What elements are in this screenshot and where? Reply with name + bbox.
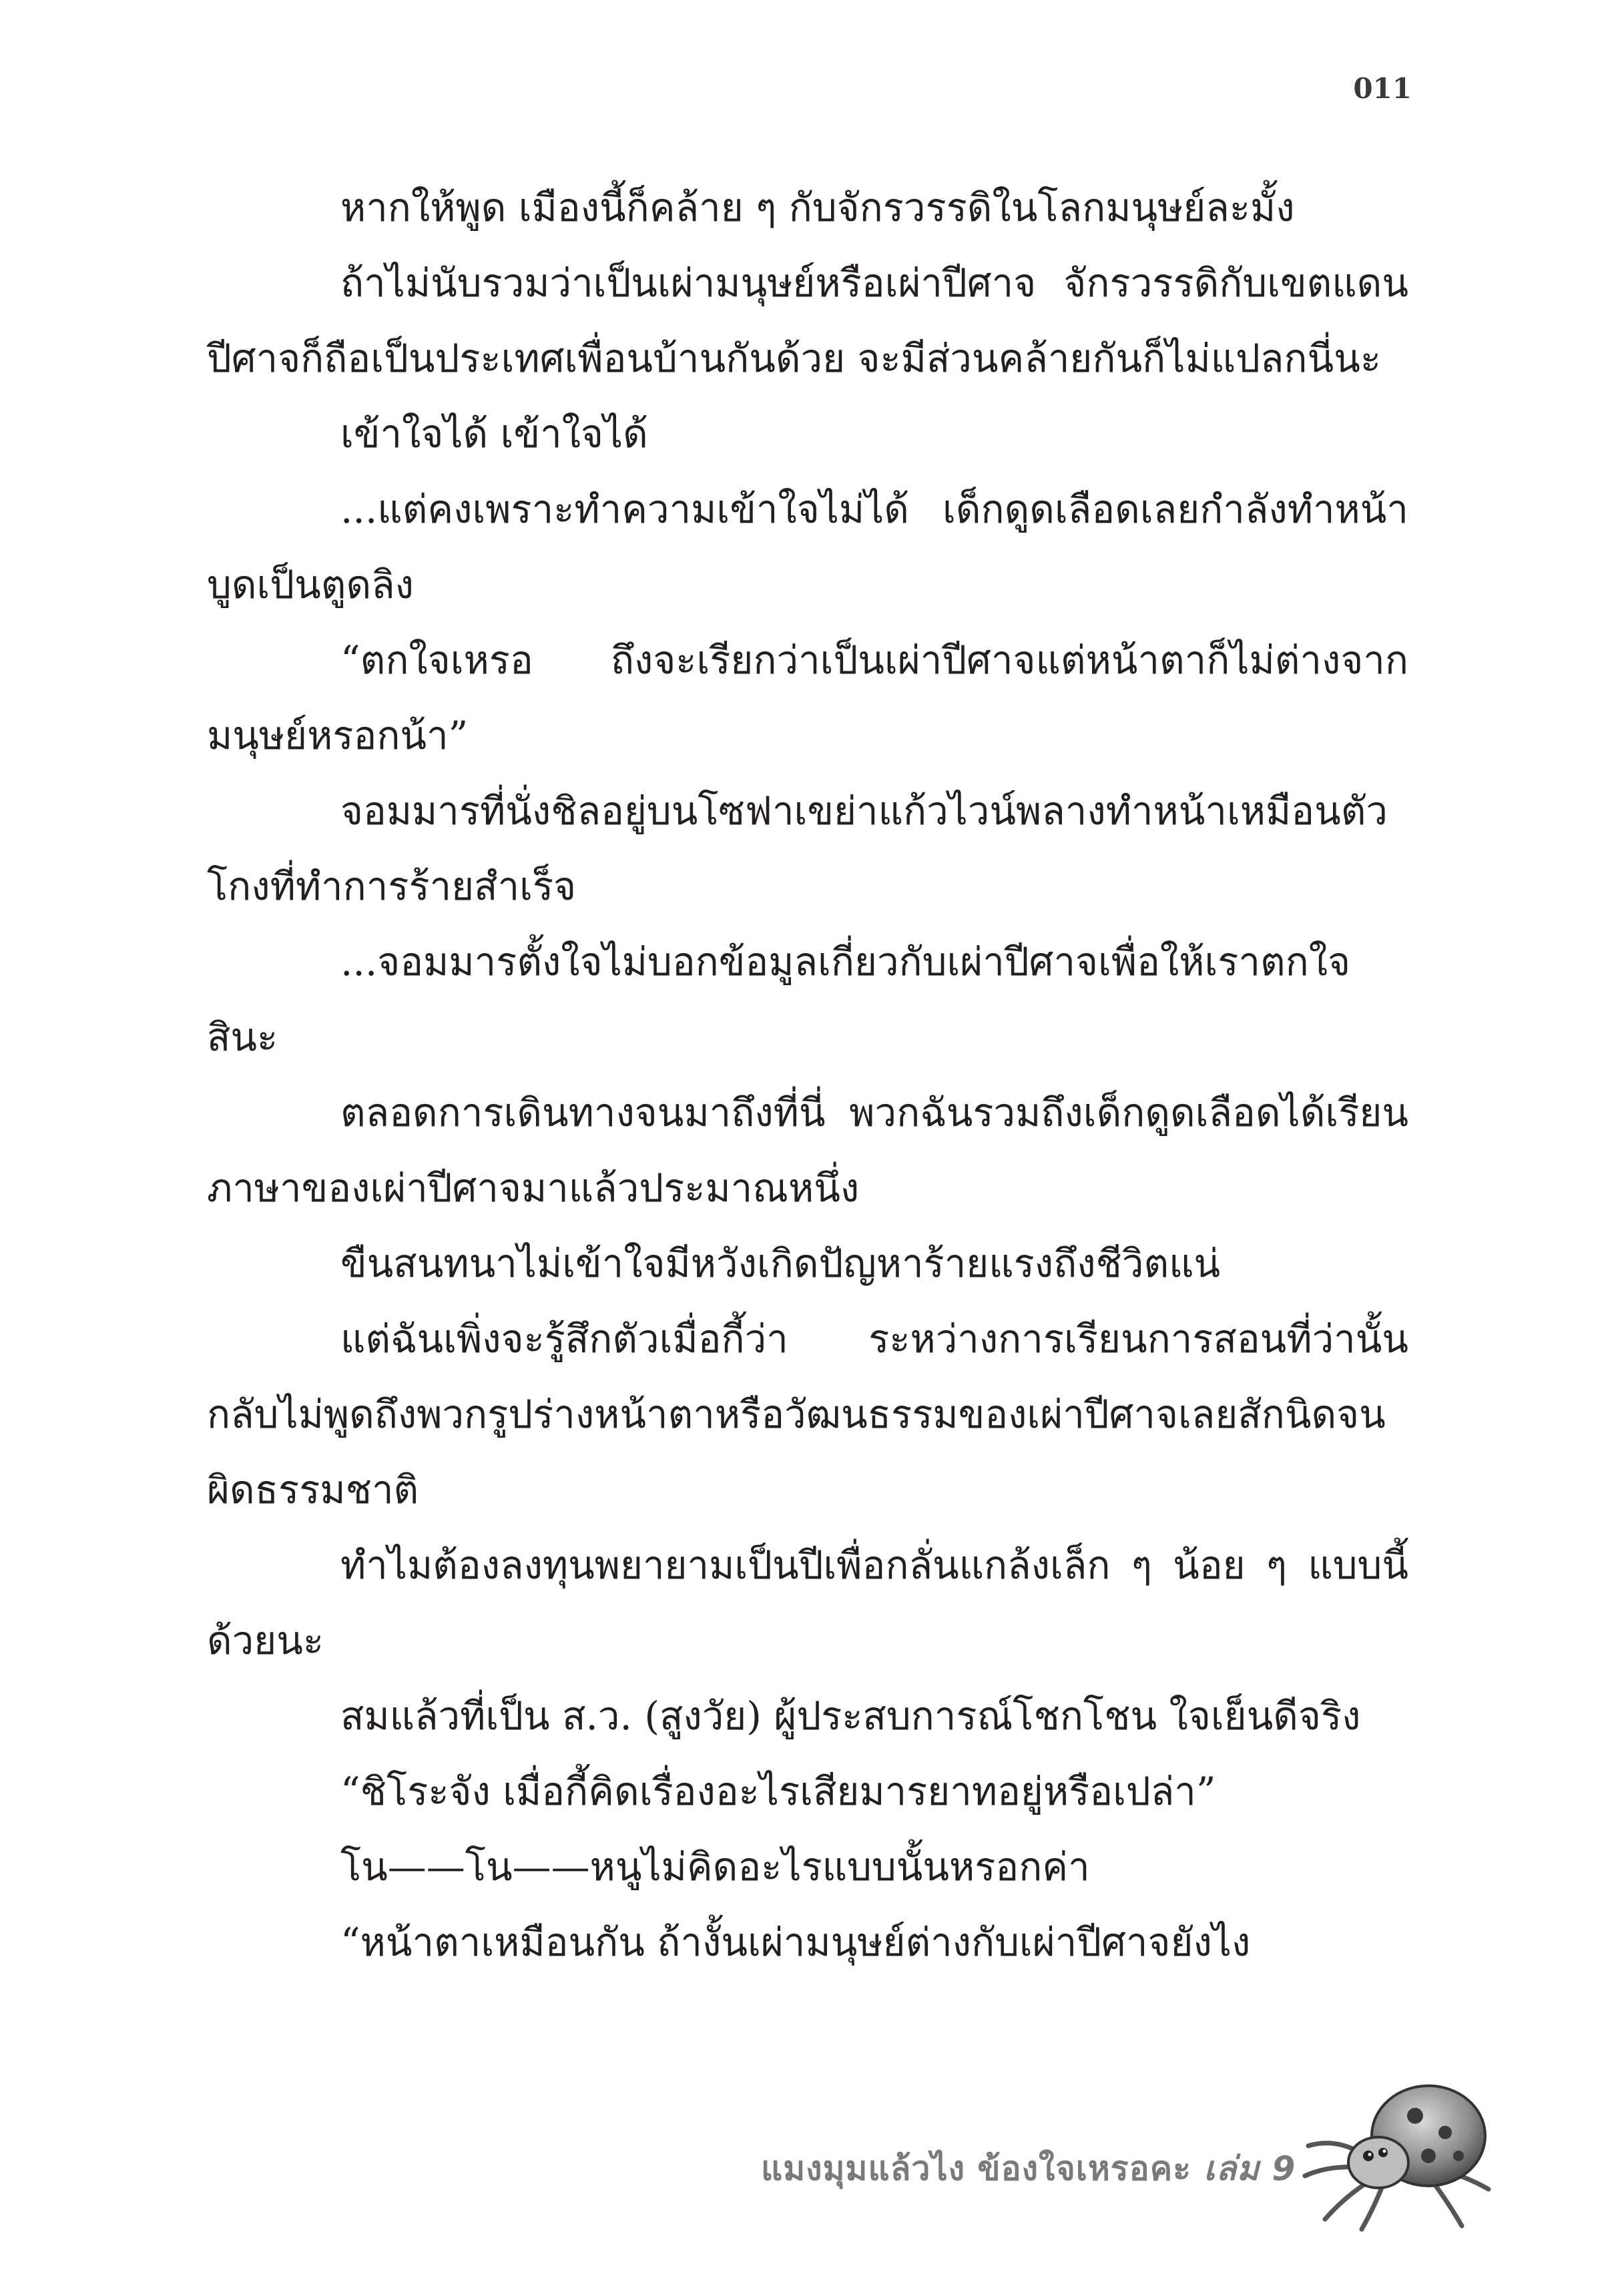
paragraph: โน——โน——หนูไม่คิดอะไรแบบนั้นหรอกค่า [340,1844,1090,1890]
paragraph: ...จอมมารตั้งใจไม่บอกข้อมูลเกี่ยวกับเผ่าปีศาจเพื่อให้เราตกใจสินะ [207,939,1351,1060]
page-number: 011 [1353,72,1412,105]
body-text [207,170,1408,1980]
paragraph: ตลอดการเดินทางจนมาถึงที่นี่ พวกฉันรวมถึงเด็กดูดเลือดได้เรียนภาษาของเผ่าปีศาจมาแล้วประมาณหนึ่ง [207,1090,1408,1211]
paragraph: เข้าใจได้ เข้าใจได้ [340,411,648,457]
paragraph: ...แต่คงเพราะทำความเข้าใจไม่ได้ เด็กดูดเลือดเลยกำลังทำหน้าบูดเป็นตูดลิง [207,487,1408,607]
paragraph: จอมมารที่นั่งชิลอยู่บนโซฟาเขย่าแก้วไวน์พลางทำหน้าเหมือนตัวโกงที่ทำการร้ายสำเร็จ [207,788,1388,909]
paragraph: ทำไมต้องลงทุนพยายามเป็นปีเพื่อกลั่นแกล้งเล็ก ๆ น้อย ๆ แบบนี้ด้วยนะ [207,1542,1408,1663]
paragraph: ขืนสนทนาไม่เข้าใจมีหวังเกิดปัญหาร้ายแรงถึงชีวิตแน่ [340,1241,1221,1286]
book-title: แมงมุมแล้วไง ข้องใจเหรอคะ [761,2149,1191,2188]
volume-label: เล่ม 9 [1203,2149,1296,2188]
paragraph: “ตกใจเหรอ ถึงจะเรียกว่าเป็นเผ่าปีศาจแต่หน้าตาก็ไม่ต่างจากมนุษย์หรอกน้า” [207,637,1408,758]
paragraph: สมแล้วที่เป็น ส.ว. (สูงวัย) ผู้ประสบการณ์โชกโชน ใจเย็นดีจริง [340,1693,1361,1739]
paragraph: หากให้พูด เมืองนี้ก็คล้าย ๆ กับจักรวรรดิในโลกมนุษย์ละมั้ง [340,185,1295,230]
paragraph: ถ้าไม่นับรวมว่าเป็นเผ่ามนุษย์หรือเผ่าปีศาจ จักรวรรดิกับเขตแดนปีศาจก็ถือเป็นประเทศเพื่อนบ้านกันด้วย จะมีส่วนคล้ายกันก็ไม่แปลกนี่นะ [207,260,1408,381]
spider-mascot-icon [1295,2076,1495,2236]
paragraph: “หน้าตาเหมือนกัน ถ้างั้นเผ่ามนุษย์ต่างกับเผ่าปีศาจยังไง [340,1920,1251,1965]
paragraph: แต่ฉันเพิ่งจะรู้สึกตัวเมื่อกี้ว่า ระหว่างการเรียนการสอนที่ว่านั้นกลับไม่พูดถึงพวกรูปร่างหน้าตาหรือวัฒนธรรมของเผ่าปีศาจเลยสักนิดจนผิดธรรมชาติ [207,1316,1408,1512]
running-footer [761,2142,1296,2195]
paragraph: “ชิโระจัง เมื่อกี้คิดเรื่องอะไรเสียมารยาทอยู่หรือเปล่า” [340,1769,1216,1814]
